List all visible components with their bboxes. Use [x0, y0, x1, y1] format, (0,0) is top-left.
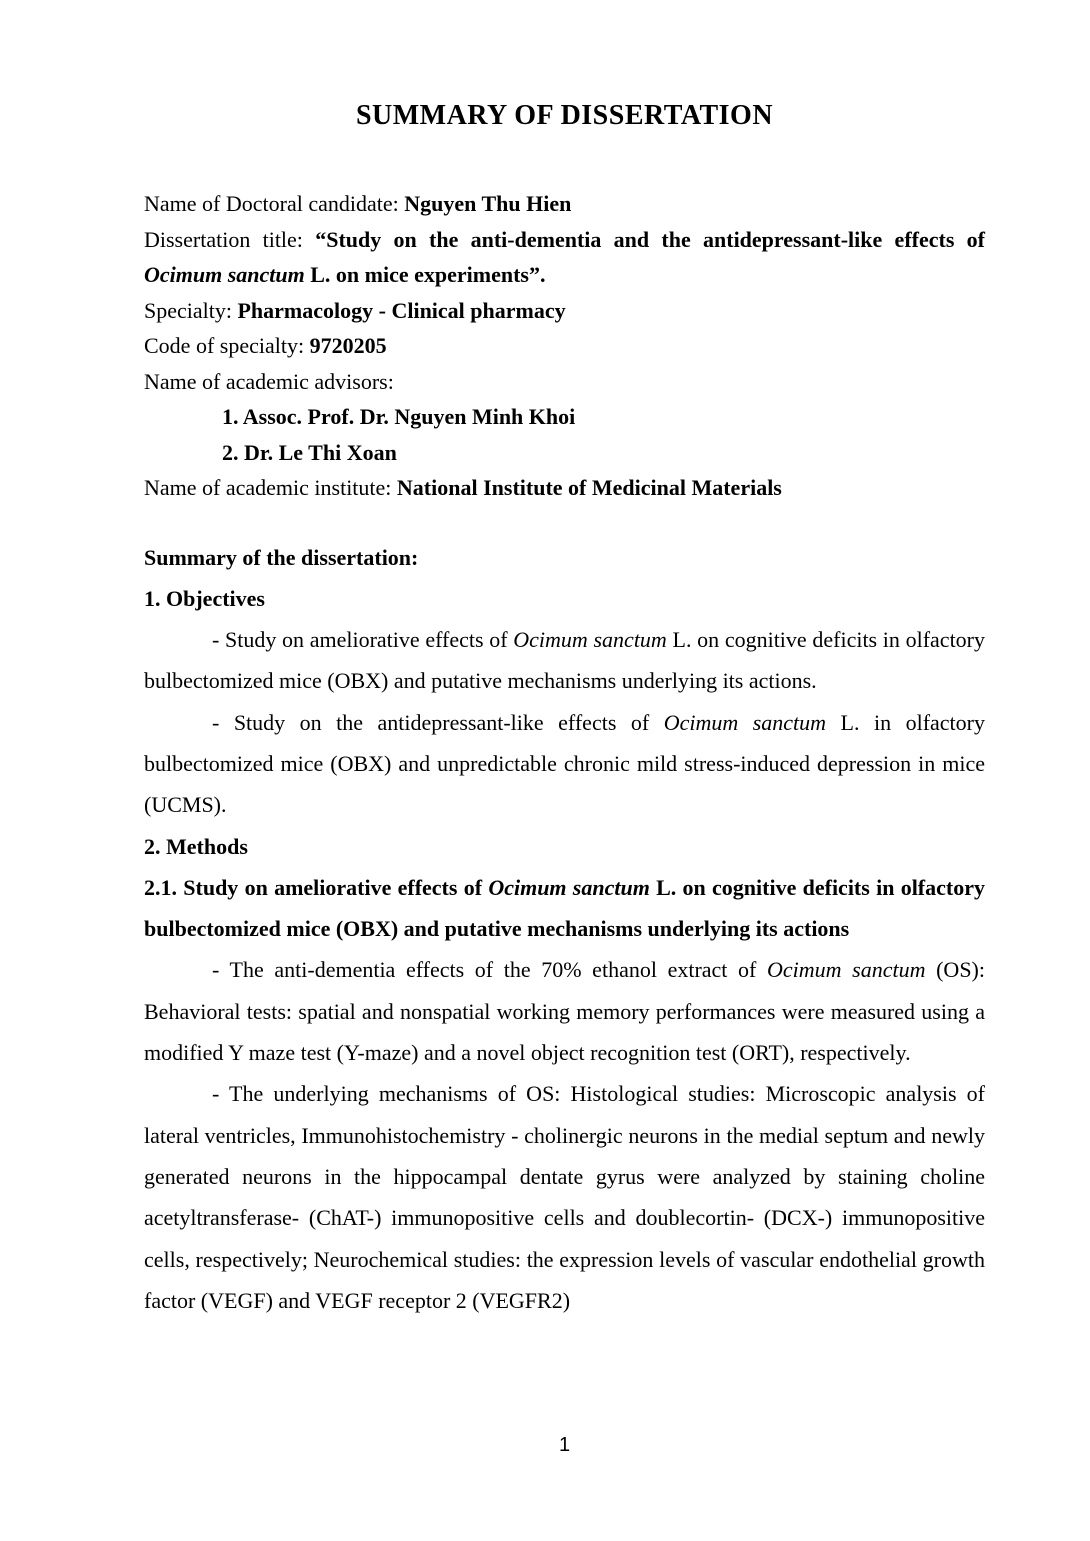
text-run: National Institute of Medicinal Materials: [396, 475, 782, 500]
objectives-heading: [144, 578, 985, 619]
text-run: Name of Doctoral candidate:: [144, 191, 405, 216]
document-body-block: [144, 537, 985, 1322]
institute-line: [144, 470, 985, 506]
text-run: Ocimum sanctum: [513, 627, 667, 653]
document-header-block: [144, 186, 985, 506]
text-run: Name of academic institute:: [144, 475, 397, 500]
text-run: Ocimum sanctum: [766, 957, 926, 983]
document-title: SUMMARY OF DISSERTATION: [355, 100, 774, 131]
methods-heading: [144, 826, 985, 867]
dissertation-title-line: [144, 222, 985, 293]
objective-2-paragraph: [144, 702, 985, 826]
text-run: 1. Assoc. Prof. Dr. Nguyen Minh Khoi: [222, 404, 576, 429]
text-run: 9720205: [309, 333, 387, 358]
text-run: L. in olfactory bulbectomized mice (OBX) and unpredictable chronic mild stress-induced depression in mice (UCMS).: [144, 709, 985, 818]
text-run: - Study on ameliorative effects of: [212, 627, 514, 653]
text-run: 2. Methods: [144, 833, 248, 859]
text-run: - The underlying mechanisms of OS: Histological studies: Microscopic analysis of lateral ventricles, Immunohistochemistry - cholinergic neurons in the medial septum and newly generated neurons in the hippocampal dentate gyrus were analyzed by staining choline acetyltransferase- (ChAT-) immunopositive cells and doublecortin- (DCX-) immunopositive cells, respectively; Neurochemical studies: the expression levels of vascular endothelial growth factor (VEGF) and VEGF receptor 2 (VEGFR2): [144, 1081, 985, 1313]
specialty-code-line: [144, 328, 985, 364]
text-run: L. on cognitive deficits in olfactory bulbectomized mice (OBX) and putative mechanisms underlying its actions: [144, 874, 985, 942]
text-run: “Study on the anti-dementia and the antidepressant-like effects of: [315, 226, 985, 252]
text-run: Ocimum sanctum: [663, 709, 827, 735]
text-run: 2.1. Study on ameliorative effects of: [144, 874, 489, 900]
text-run: Dissertation title:: [144, 226, 316, 252]
text-run: 1. Objectives: [144, 585, 265, 611]
page-number: 1: [558, 1434, 571, 1456]
advisor-2-line: [144, 435, 985, 471]
method-2-paragraph: [144, 1073, 985, 1321]
specialty-line: [144, 293, 985, 329]
text-run: Name of academic advisors:: [144, 368, 394, 394]
summary-heading: [144, 537, 985, 578]
text-run: Ocimum sanctum: [144, 262, 305, 287]
candidate-line: [144, 186, 985, 222]
text-run: L. on mice experiments”.: [304, 262, 546, 287]
advisor-1-line: [144, 399, 985, 435]
text-run: 2. Dr. Le Thi Xoan: [222, 439, 397, 465]
text-run: Summary of the dissertation:: [144, 544, 419, 570]
text-run: Specialty:: [144, 297, 238, 323]
text-run: Pharmacology - Clinical pharmacy: [237, 297, 566, 323]
text-run: - Study on the antidepressant-like effects of: [212, 709, 664, 735]
text-run: (OS): Behavioral tests: spatial and nonspatial working memory performances were measured using a modified Y maze test (Y-maze) and a novel object recognition test (ORT), respectively.: [144, 957, 985, 1066]
text-run: - The anti-dementia effects of the 70% ethanol extract of: [212, 957, 767, 983]
text-run: Code of specialty:: [144, 333, 310, 358]
text-run: Nguyen Thu Hien: [404, 191, 572, 216]
advisors-label-line: [144, 364, 985, 400]
text-run: Ocimum sanctum: [488, 874, 650, 900]
methods-2-1-heading: [144, 867, 985, 950]
objective-1-paragraph: [144, 619, 985, 702]
method-1-paragraph: [144, 949, 985, 1073]
text-run: L. on cognitive deficits in olfactory bulbectomized mice (OBX) and putative mechanisms underlying its actions.: [144, 627, 986, 694]
